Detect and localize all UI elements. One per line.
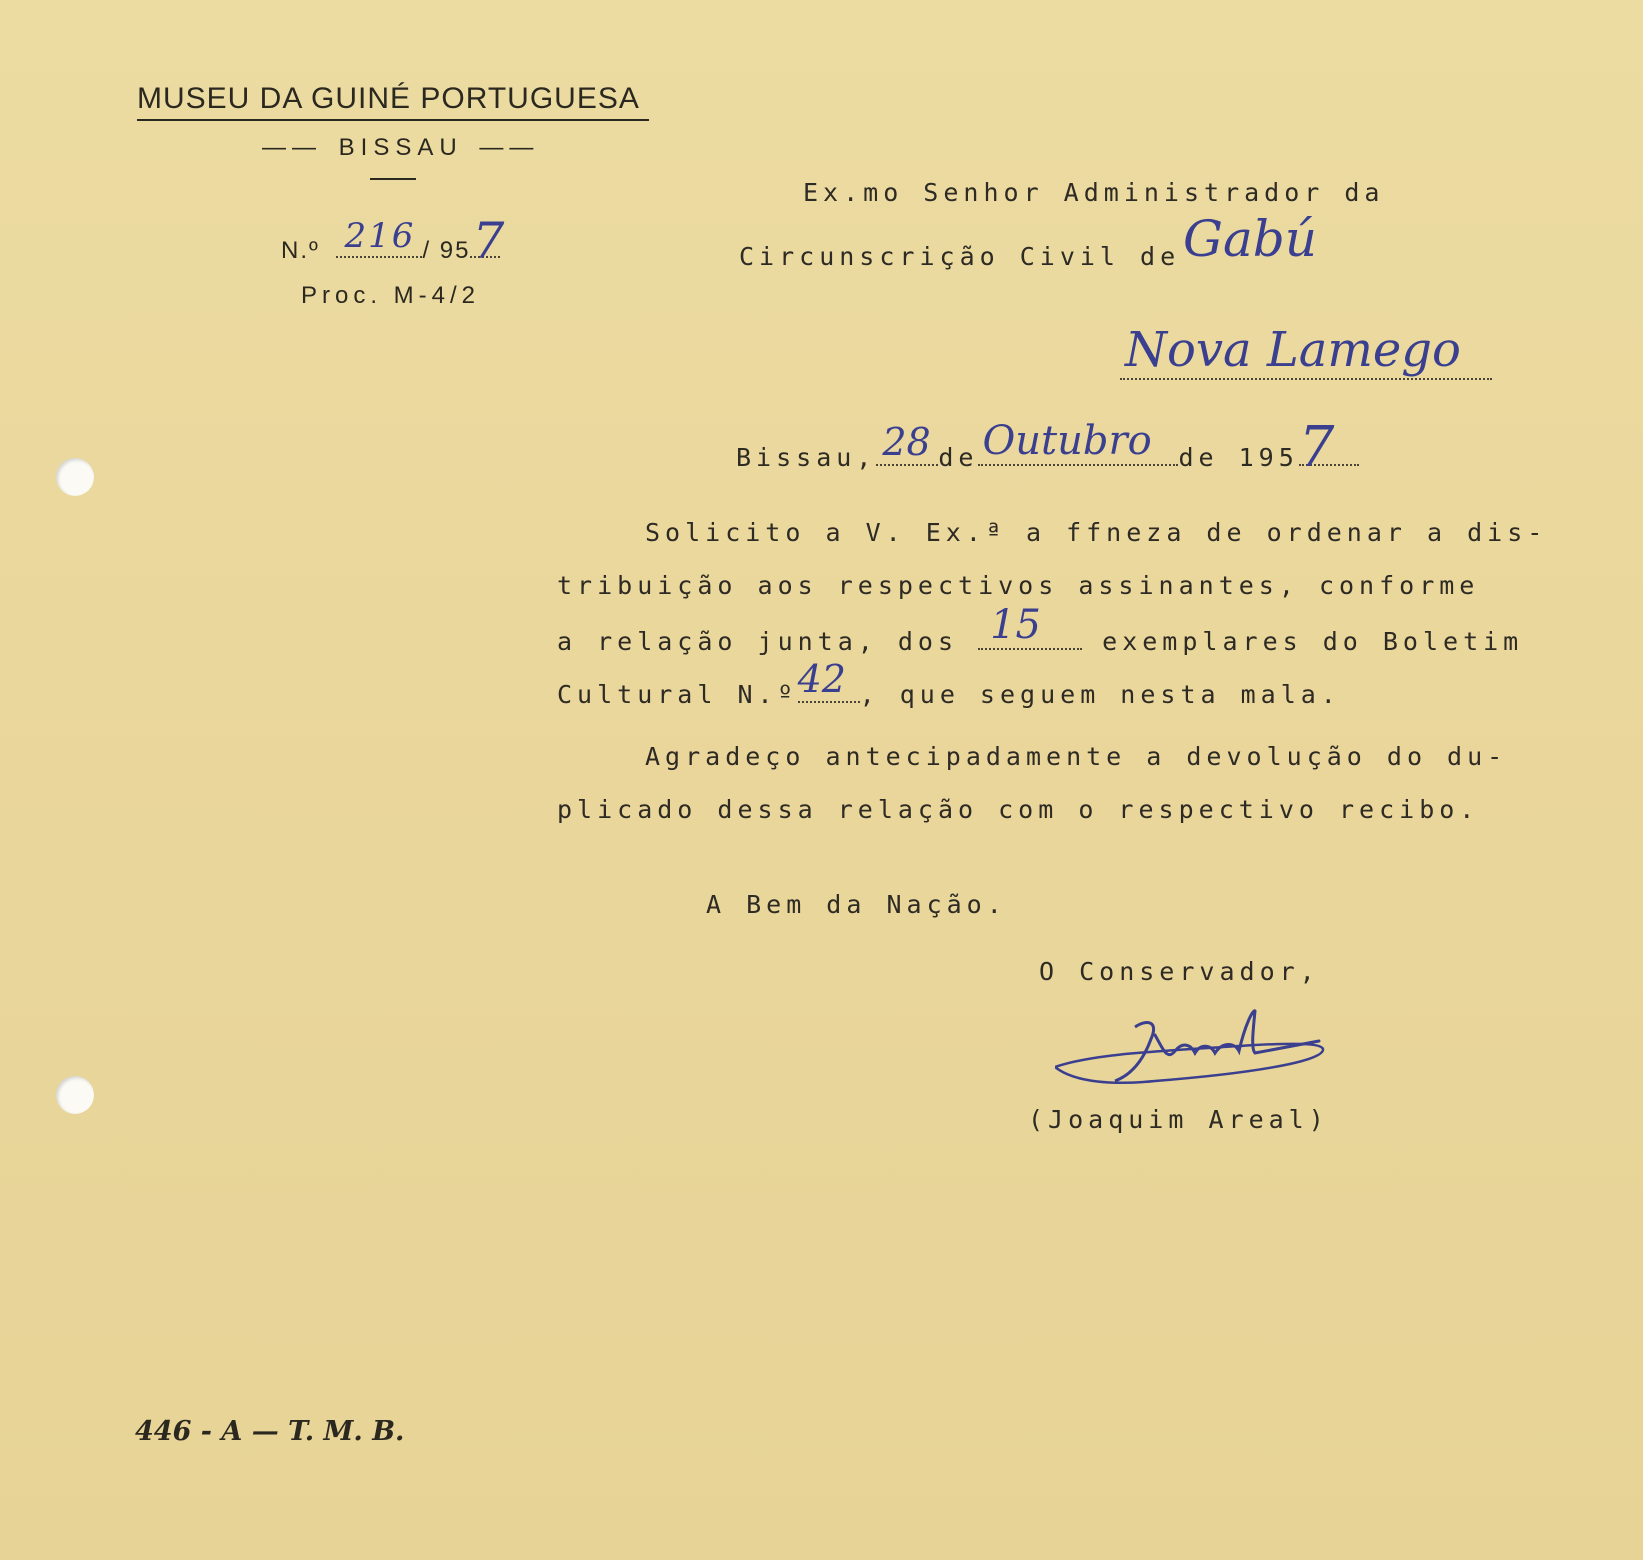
body-p1-line-4 [557, 657, 1341, 709]
year-field [470, 212, 507, 270]
count-field [978, 602, 1082, 650]
p1-line-4-end: , que seguem nesta mala. [859, 680, 1341, 709]
date-year-field [1298, 415, 1359, 480]
year-value: 7 [472, 212, 507, 270]
bulletin-number-value: 42 [797, 657, 846, 701]
dash-left: —— [262, 134, 322, 161]
process-reference: Proc. M-4/2 [301, 282, 481, 309]
date-de-2: de 195 [1178, 443, 1299, 472]
day-field [876, 420, 938, 466]
date-year-value: 7 [1298, 415, 1335, 480]
salutation: A Bem da Nação. [706, 890, 1007, 919]
dash-right: —— [479, 134, 540, 161]
day-value: 28 [882, 420, 931, 464]
p1-line-3-start: a relação junta, dos [557, 627, 959, 656]
binder-hole-bottom [56, 1076, 94, 1114]
body-p2-line-1: Agradeço antecipadamente a devolução do du- [645, 742, 1508, 771]
date-de-1: de [938, 443, 979, 472]
month-value: Outubro [982, 418, 1152, 464]
letterhead-city-line [262, 134, 539, 162]
body-p1-line-2: tribuição aos respectivos assinantes, conforme [557, 571, 1480, 600]
signer-role: O Conservador, [1039, 957, 1320, 986]
handwritten-location: Nova Lamego [1125, 322, 1461, 378]
number-field [336, 216, 422, 258]
month-field [978, 418, 1178, 466]
body-p2-line-2: plicado dessa relação com o respectivo recibo. [557, 795, 1480, 824]
date-prefix: Bissau, [736, 443, 877, 472]
number-label: N.º [281, 237, 320, 264]
form-code: 446 - A — T. M. B. [135, 1416, 405, 1447]
count-value: 15 [990, 602, 1041, 648]
body-p1-line-1: Solicito a V. Ex.ª a ffneza de ordenar a dis- [645, 518, 1548, 547]
date-line [736, 415, 1359, 480]
signer-name: (Joaquim Areal) [1028, 1105, 1329, 1134]
letterhead-small-rule [370, 178, 416, 180]
p1-line-4-start: Cultural N.º [557, 680, 798, 709]
institution-name: MUSEU DA GUINÉ PORTUGUESA [137, 82, 640, 115]
letterhead-rule [137, 119, 649, 121]
handwritten-place: Gabú [1183, 210, 1317, 268]
addressee-line-2: Circunscrição Civil de [739, 242, 1181, 271]
location-dotted-line [1120, 378, 1492, 380]
bulletin-number-field [797, 657, 860, 703]
year-prefix: / 95 [422, 237, 471, 264]
letterhead-city: BISSAU [338, 134, 463, 161]
number-value: 216 [344, 216, 416, 256]
addressee-line-1: Ex.mo Senhor Administrador da [803, 178, 1385, 207]
p1-line-3-end: exemplares do Boletim [1102, 627, 1524, 656]
binder-hole-top [56, 458, 94, 496]
reference-number-line [281, 212, 507, 270]
body-p1-line-3 [557, 602, 1524, 656]
handwritten-signature [1055, 1005, 1335, 1115]
